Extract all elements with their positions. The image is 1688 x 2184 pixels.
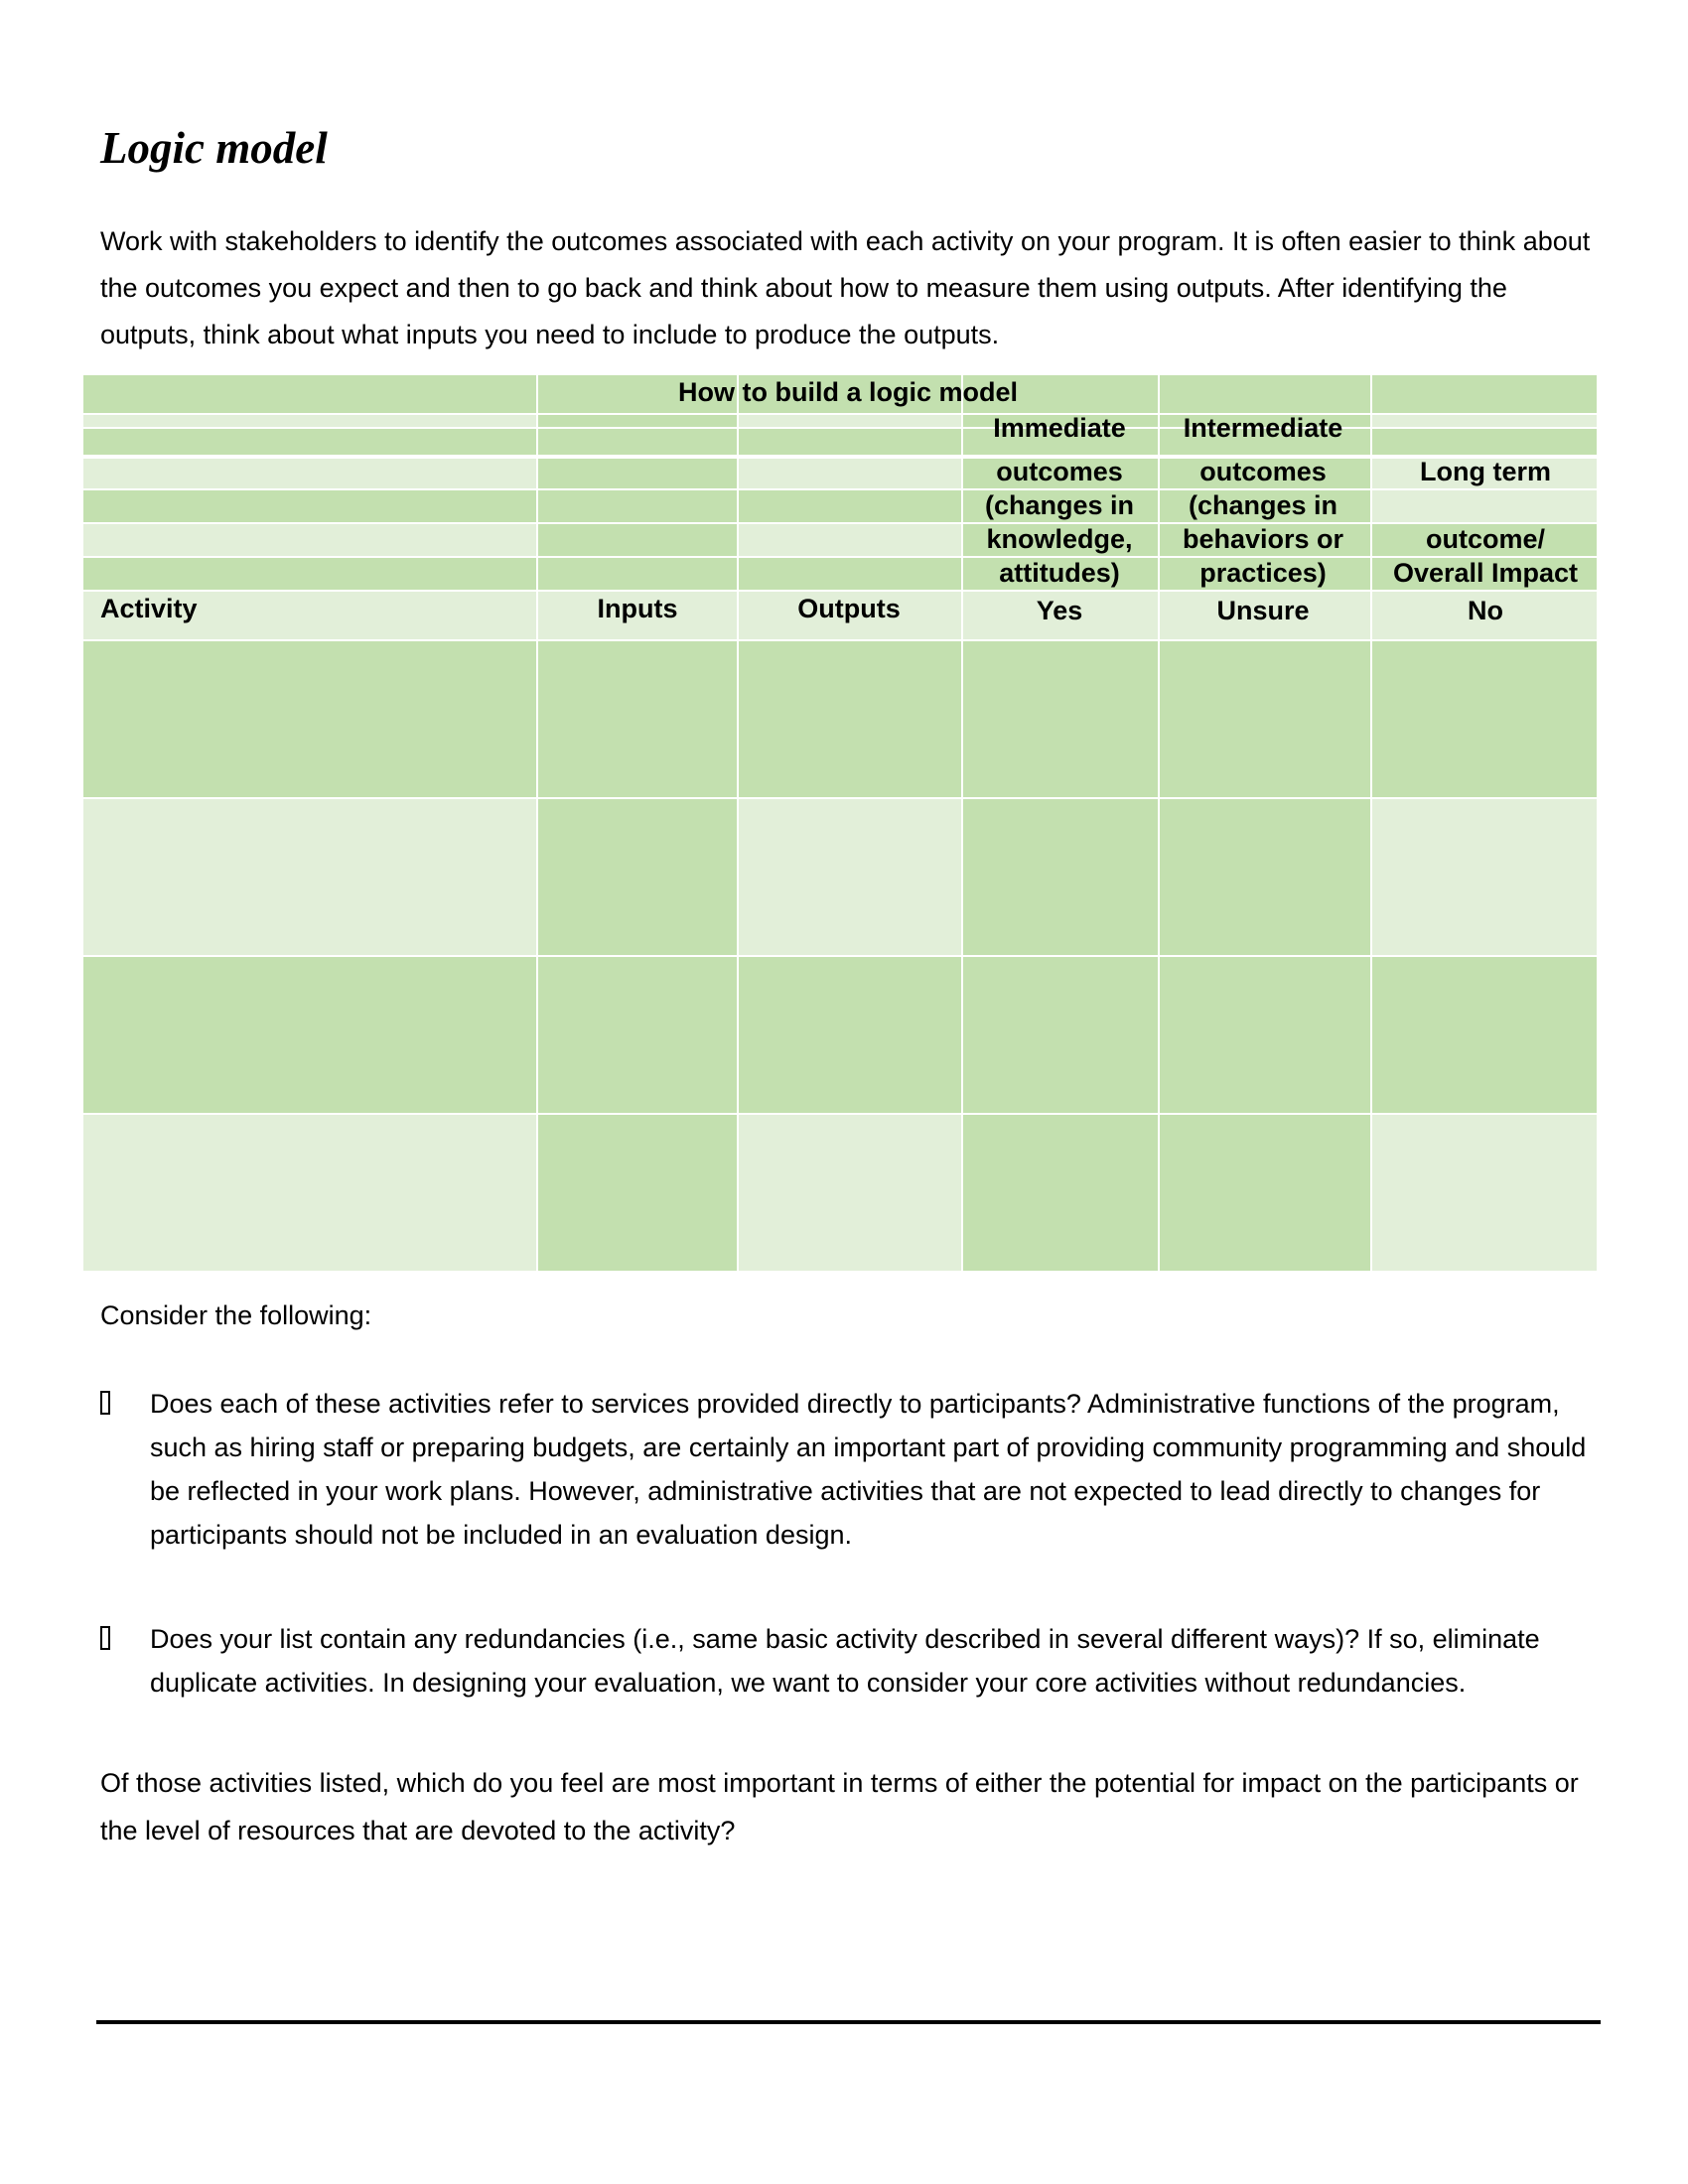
table-body-cell[interactable] <box>1160 1115 1370 1271</box>
intermediate-line-1: Intermediate <box>1183 413 1343 443</box>
logic-model-table <box>83 375 1599 1276</box>
header-cell <box>83 524 536 556</box>
header-cell <box>739 415 961 427</box>
header-cell <box>538 429 737 455</box>
intermediate-outcomes-header <box>1160 411 1366 627</box>
header-cell <box>739 490 961 522</box>
header-cell <box>739 459 961 488</box>
header-cell <box>739 558 961 590</box>
intermediate-line-4: behaviors or <box>1182 524 1344 554</box>
immediate-line-2: outcomes <box>996 457 1123 486</box>
table-body-cell[interactable] <box>83 1115 536 1271</box>
table-body-cell[interactable] <box>83 957 536 1113</box>
consider-label: Consider the following: <box>100 1300 372 1330</box>
outputs-header: Outputs <box>797 594 901 623</box>
header-cell <box>538 459 737 488</box>
header-cell <box>1372 375 1597 413</box>
bullet-text: Does your list contain any redundancies (i.e., same basic activity described in several different ways)? If so, eliminate duplicate activities. In designing your evaluation, we want to consider your core activities without redundancies. <box>150 1624 1540 1698</box>
table-body-cell[interactable] <box>739 957 961 1113</box>
immediate-line-3: (changes in <box>984 490 1135 520</box>
table-body-cell[interactable] <box>1160 957 1370 1113</box>
table-body-cell[interactable] <box>538 799 737 955</box>
header-cell <box>1372 415 1597 427</box>
header-cell <box>739 429 961 455</box>
longterm-outcome-header <box>1372 455 1599 627</box>
table-body-cell[interactable] <box>1160 799 1370 955</box>
header-cell <box>83 429 536 455</box>
table-body-cell[interactable] <box>1372 957 1597 1113</box>
immediate-line-4: knowledge, <box>986 524 1133 554</box>
header-cell <box>538 558 737 590</box>
activity-header: Activity <box>100 594 198 623</box>
table-body-cell[interactable] <box>1372 1115 1597 1271</box>
question-paragraph: Of those activities listed, which do you feel are most important in terms of either the potential for impact on the participants or the level of resources that are devoted to the activity? <box>100 1768 1579 1845</box>
header-cell <box>83 459 536 488</box>
table-body-cell[interactable] <box>739 1115 961 1271</box>
header-cell <box>739 524 961 556</box>
table-body-cell[interactable] <box>1160 641 1370 797</box>
table-body-cell[interactable] <box>1372 799 1597 955</box>
longterm-line-2: outcome/ <box>1425 524 1545 554</box>
header-cell <box>83 375 536 413</box>
bullet-box-icon <box>100 1626 110 1650</box>
header-cell <box>1372 429 1597 455</box>
header-cell <box>83 415 536 427</box>
bottom-rule <box>96 2020 1601 2024</box>
immediate-line-5: attitudes) <box>999 558 1120 588</box>
bullet-box-icon <box>100 1391 110 1415</box>
table-body-cell[interactable] <box>739 641 961 797</box>
table-body-cell[interactable] <box>83 641 536 797</box>
table-caption: How to build a logic model <box>678 377 1018 407</box>
longterm-line-3: Overall Impact <box>1392 558 1579 588</box>
header-cell <box>538 490 737 522</box>
intermediate-line-3: (changes in <box>1188 490 1338 520</box>
intermediate-line-5: practices) <box>1199 558 1327 588</box>
table-body-cell[interactable] <box>1372 641 1597 797</box>
header-cell <box>83 490 536 522</box>
table-body-cell[interactable] <box>538 957 737 1113</box>
longterm-line-4: No <box>1468 596 1503 625</box>
immediate-line-6: Yes <box>1036 596 1083 625</box>
table-body-cell[interactable] <box>963 957 1158 1113</box>
table-body-cell[interactable] <box>538 1115 737 1271</box>
immediate-outcomes-header <box>965 411 1154 627</box>
table-body-cell[interactable] <box>83 799 536 955</box>
inputs-header: Inputs <box>597 594 678 623</box>
longterm-line-1: Long term <box>1420 457 1551 486</box>
intermediate-line-6: Unsure <box>1216 596 1310 625</box>
table-body-cell[interactable] <box>963 1115 1158 1271</box>
table-body-cell[interactable] <box>963 799 1158 955</box>
table-body-cell[interactable] <box>963 641 1158 797</box>
immediate-line-1: Immediate <box>993 413 1126 443</box>
table-body-cell[interactable] <box>739 799 961 955</box>
header-cell <box>1160 375 1370 413</box>
bullet-item-2 <box>100 1617 1610 1705</box>
header-cell <box>83 558 536 590</box>
intro-paragraph: Work with stakeholders to identify the outcomes associated with each activity on your program. It is often easier to think about the outcomes you expect and then to go back and think about how to measure them using outputs. After identifying the outputs, think about what inputs you need to include to produce the outputs. <box>100 226 1591 349</box>
bullet-item-1 <box>100 1382 1610 1557</box>
bullet-text: Does each of these activities refer to services provided directly to participants? Administrative functions of the program, such as hiring staff or preparing budgets, are certainly an important part of providing community programming and should be reflected in your work plans. However, administrative activities that are not expected to lead directly to changes for participants should not be included in an evaluation design. <box>150 1389 1587 1550</box>
header-cell <box>538 415 737 427</box>
page-title: Logic model <box>100 123 328 173</box>
header-cell <box>538 524 737 556</box>
table-body-cell[interactable] <box>538 641 737 797</box>
intermediate-line-2: outcomes <box>1199 457 1327 486</box>
